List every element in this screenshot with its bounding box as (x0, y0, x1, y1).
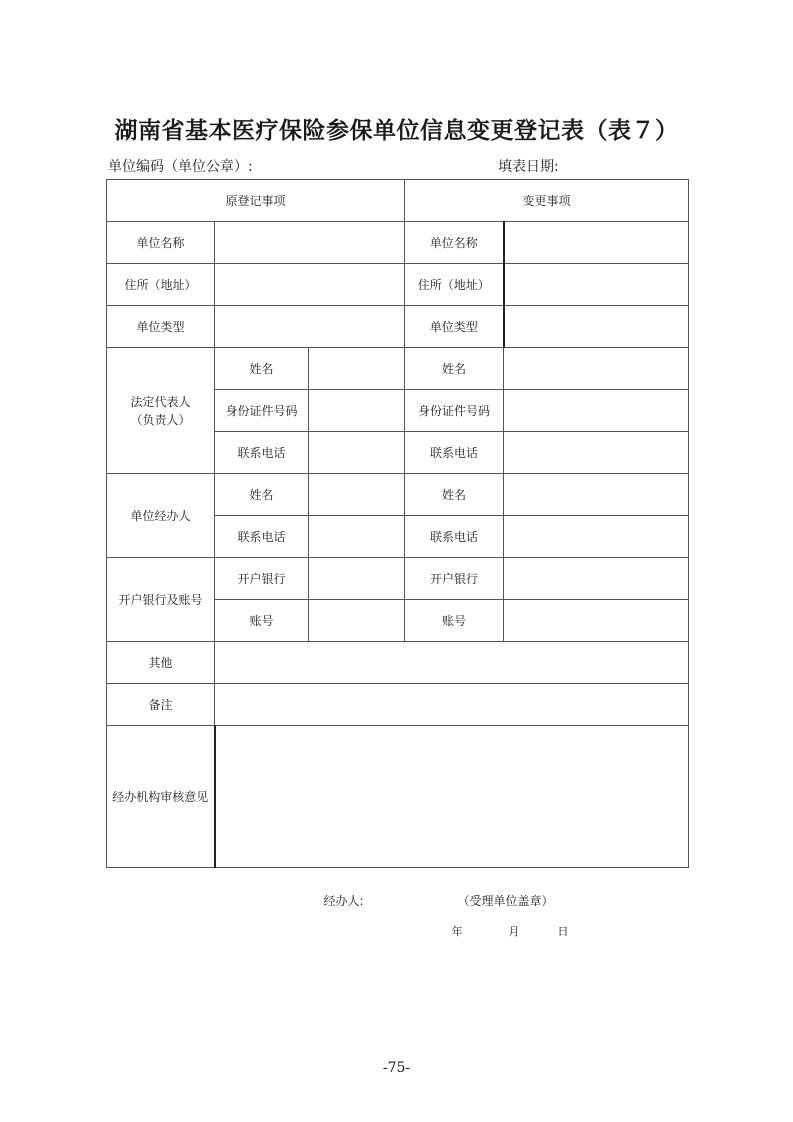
field-remarks[interactable] (215, 684, 689, 726)
label-handler-name-changed: 姓名 (405, 474, 504, 516)
field-handler-phone-changed[interactable] (504, 516, 689, 558)
field-handler-phone-original[interactable] (309, 516, 405, 558)
label-handler-phone-changed: 联系电话 (405, 516, 504, 558)
legal-rep-line2: （负责人） (130, 412, 191, 427)
label-account-changed: 账号 (405, 600, 504, 642)
field-legal-rep-phone-changed[interactable] (504, 432, 689, 474)
label-address-original: 住所（地址） (107, 264, 215, 306)
field-review-opinion[interactable] (215, 726, 689, 938)
label-bank-and-account: 开户银行及账号 (107, 558, 215, 642)
registration-form-table (106, 179, 689, 938)
label-legal-rep-id-changed: 身份证件号码 (405, 390, 504, 432)
field-address-changed[interactable] (504, 264, 689, 306)
legal-rep-line1: 法定代表人 (130, 394, 191, 409)
label-account-original: 账号 (215, 600, 309, 642)
label-legal-rep-id-original: 身份证件号码 (215, 390, 309, 432)
month-label: 月 (508, 924, 520, 938)
label-other: 其他 (107, 642, 215, 684)
field-legal-rep-id-original[interactable] (309, 390, 405, 432)
seal-label: （受理单位盖章） (457, 893, 554, 908)
label-handler-name-original: 姓名 (215, 474, 309, 516)
field-unit-type-original[interactable] (215, 306, 405, 348)
field-other[interactable] (215, 642, 689, 684)
field-legal-rep-phone-original[interactable] (309, 432, 405, 474)
label-address-changed: 住所（地址） (405, 264, 504, 306)
field-unit-name-original[interactable] (215, 222, 405, 264)
label-handler-phone-original: 联系电话 (215, 516, 309, 558)
unit-code-label: 单位编码（单位公章）: (108, 159, 253, 175)
label-review-opinion: 经办机构审核意见 (107, 726, 215, 868)
label-legal-rep-name-changed: 姓名 (405, 348, 504, 390)
field-legal-rep-id-changed[interactable] (504, 390, 689, 432)
field-unit-name-changed[interactable] (504, 222, 689, 264)
page-number: -75- (382, 1060, 411, 1076)
label-unit-name-original: 单位名称 (107, 222, 215, 264)
field-bank-changed[interactable] (504, 558, 689, 600)
label-unit-handler: 单位经办人 (107, 474, 215, 558)
label-legal-representative (107, 348, 215, 474)
year-label: 年 (451, 924, 463, 938)
label-unit-type-original: 单位类型 (107, 306, 215, 348)
field-account-original[interactable] (309, 600, 405, 642)
label-unit-type-changed: 单位类型 (405, 306, 504, 348)
field-legal-rep-name-changed[interactable] (504, 348, 689, 390)
field-address-original[interactable] (215, 264, 405, 306)
label-bank-original: 开户银行 (215, 558, 309, 600)
day-label: 日 (557, 924, 569, 938)
label-unit-name-changed: 单位名称 (405, 222, 504, 264)
page-title: 湖南省基本医疗保险参保单位信息变更登记表（表７） (114, 117, 679, 144)
field-bank-original[interactable] (309, 558, 405, 600)
label-legal-rep-name-original: 姓名 (215, 348, 309, 390)
field-handler-name-original[interactable] (309, 474, 405, 516)
label-remarks: 备注 (107, 684, 215, 726)
field-legal-rep-name-original[interactable] (309, 348, 405, 390)
field-account-changed[interactable] (504, 600, 689, 642)
header-original-items: 原登记事项 (107, 180, 405, 222)
fill-date-label: 填表日期: (498, 159, 559, 175)
operator-label: 经办人: (323, 893, 364, 908)
label-bank-changed: 开户银行 (405, 558, 504, 600)
field-unit-type-changed[interactable] (504, 306, 689, 348)
label-legal-rep-phone-changed: 联系电话 (405, 432, 504, 474)
header-changed-items: 变更事项 (405, 180, 689, 222)
label-legal-rep-phone-original: 联系电话 (215, 432, 309, 474)
field-handler-name-changed[interactable] (504, 474, 689, 516)
